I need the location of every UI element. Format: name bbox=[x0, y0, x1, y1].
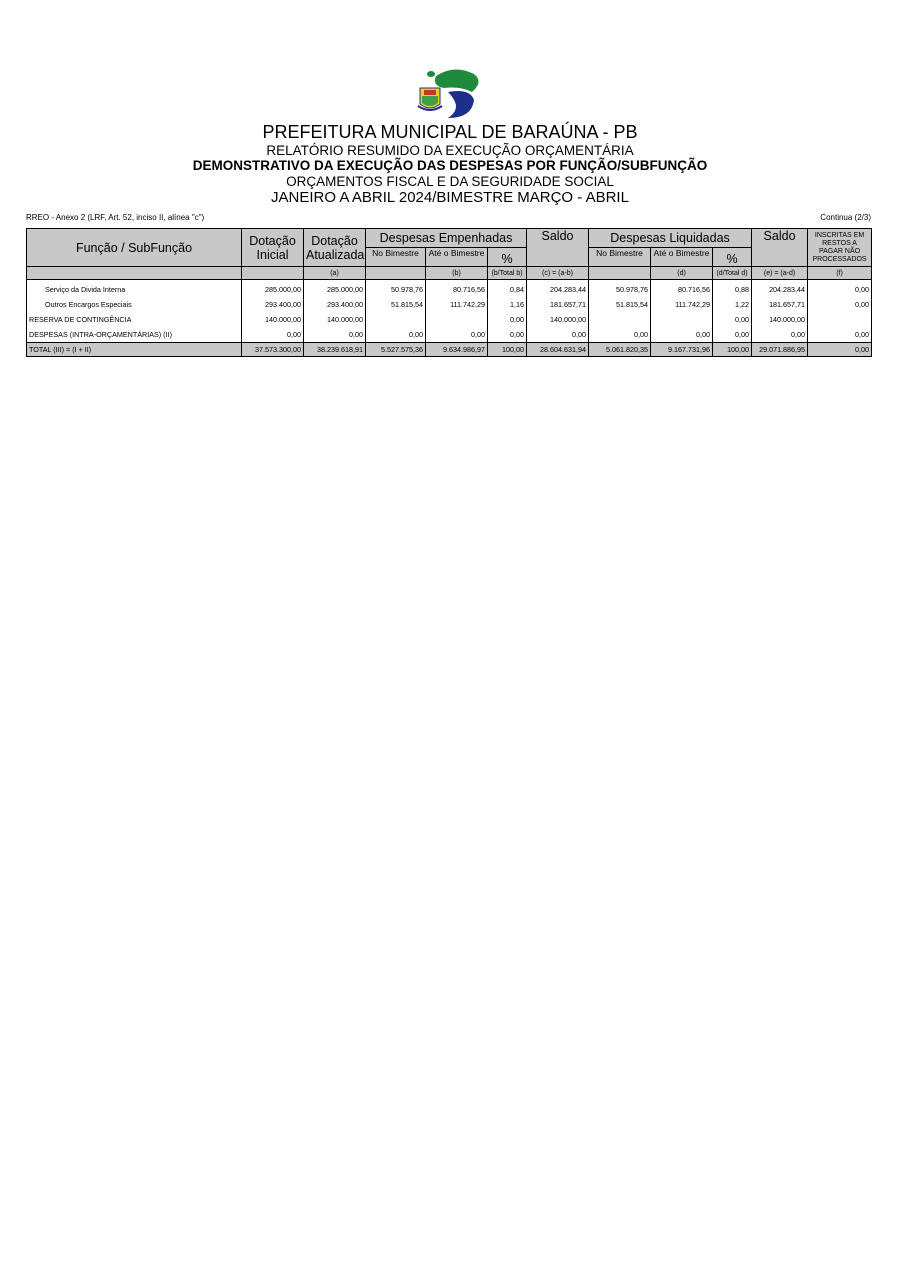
row-label: DESPESAS (INTRA-ORÇAMENTÁRIAS) (II) bbox=[27, 327, 242, 343]
cell-value: 0,00 bbox=[713, 312, 752, 327]
cell-value: 28.604.631,94 bbox=[527, 343, 589, 357]
cell-value: 0,00 bbox=[242, 327, 304, 343]
cell-value: 0,84 bbox=[488, 280, 527, 298]
cell-value: 0,00 bbox=[808, 343, 872, 357]
row-label: Outros Encargos Especiais bbox=[27, 297, 242, 312]
cell-value: 293.400,00 bbox=[242, 297, 304, 312]
col-dotacao-atualizada: Dotação Atualizada bbox=[304, 229, 366, 267]
cell-value: 285.000,00 bbox=[304, 280, 366, 298]
cell-value: 111.742,29 bbox=[426, 297, 488, 312]
page-title: PREFEITURA MUNICIPAL DE BARAÚNA - PB bbox=[262, 122, 638, 142]
col-no-bimestre-1: No Bimestre bbox=[366, 248, 426, 267]
cell-value: 181.657,71 bbox=[752, 297, 808, 312]
cell-value: 0,88 bbox=[713, 280, 752, 298]
lbl-c: (c) = (a-b) bbox=[527, 267, 589, 280]
lbl-b: (b) bbox=[426, 267, 488, 280]
cell-value: 9.167.731,96 bbox=[651, 343, 713, 357]
cell-value: 0,00 bbox=[713, 327, 752, 343]
table-row bbox=[27, 297, 872, 312]
cell-value: 0,00 bbox=[651, 327, 713, 343]
cell-value bbox=[651, 312, 713, 327]
lbl-d: (d) bbox=[651, 267, 713, 280]
cell-value: 140.000,00 bbox=[304, 312, 366, 327]
cell-value: 5.527.575,36 bbox=[366, 343, 426, 357]
cell-value: 0,00 bbox=[304, 327, 366, 343]
col-pct-1: % bbox=[488, 248, 527, 267]
table-row bbox=[27, 280, 872, 298]
cell-value: 0,00 bbox=[808, 280, 872, 298]
report-name: RELATÓRIO RESUMIDO DA EXECUÇÃO ORÇAMENTÁRIA bbox=[266, 143, 634, 158]
col-pct-2: % bbox=[713, 248, 752, 267]
cell-value: 29.071.886,95 bbox=[752, 343, 808, 357]
cell-value: 204.283,44 bbox=[752, 280, 808, 298]
col-saldo-2: Saldo bbox=[752, 229, 808, 267]
cell-value: 140.000,00 bbox=[527, 312, 589, 327]
cell-value: 51.815,54 bbox=[589, 297, 651, 312]
expense-table bbox=[26, 228, 872, 357]
cell-value: 38.239.618,91 bbox=[304, 343, 366, 357]
lbl-empty bbox=[27, 267, 242, 280]
cell-value: 1,16 bbox=[488, 297, 527, 312]
cell-value bbox=[426, 312, 488, 327]
cell-value: 293.400,00 bbox=[304, 297, 366, 312]
lbl-f: (f) bbox=[808, 267, 872, 280]
col-despesas-empenhadas: Despesas Empenhadas bbox=[366, 229, 527, 248]
cell-value: 0,00 bbox=[488, 312, 527, 327]
annex-reference: RREO - Anexo 2 (LRF, Art. 52, inciso II, alínea "c") bbox=[26, 213, 205, 222]
table-row bbox=[27, 327, 872, 343]
lbl-btotal: (b/Total b) bbox=[488, 267, 527, 280]
cell-value: 0,00 bbox=[752, 327, 808, 343]
report-subtitle: DEMONSTRATIVO DA EXECUÇÃO DAS DESPESAS POR FUNÇÃO/SUBFUNÇÃO bbox=[192, 158, 708, 173]
lbl-empty bbox=[589, 267, 651, 280]
budget-scope: ORÇAMENTOS FISCAL E DA SEGURIDADE SOCIAL bbox=[286, 174, 614, 189]
cell-value: 0,00 bbox=[426, 327, 488, 343]
cell-value bbox=[589, 312, 651, 327]
continuation-note: Continua (2/3) bbox=[820, 213, 871, 222]
cell-value: 0,00 bbox=[589, 327, 651, 343]
municipal-logo bbox=[414, 66, 484, 120]
cell-value: 140.000,00 bbox=[752, 312, 808, 327]
row-label: Serviço da Divida Interna bbox=[27, 280, 242, 298]
cell-value: 0,00 bbox=[808, 297, 872, 312]
cell-value: 111.742,29 bbox=[651, 297, 713, 312]
lbl-a: (a) bbox=[304, 267, 366, 280]
col-ate-bimestre-1: Até o Bimestre bbox=[426, 248, 488, 267]
cell-value: 51.815,54 bbox=[366, 297, 426, 312]
cell-value: 204.283,44 bbox=[527, 280, 589, 298]
cell-value: 9.634.986,97 bbox=[426, 343, 488, 357]
cell-value: 1,22 bbox=[713, 297, 752, 312]
cell-value: 50.978,76 bbox=[589, 280, 651, 298]
cell-value bbox=[366, 312, 426, 327]
cell-value: 50.978,76 bbox=[366, 280, 426, 298]
table-row bbox=[27, 312, 872, 327]
cell-value: 5.061.820,35 bbox=[589, 343, 651, 357]
lbl-empty bbox=[242, 267, 304, 280]
cell-value: 140.000,00 bbox=[242, 312, 304, 327]
cell-value: 181.657,71 bbox=[527, 297, 589, 312]
cell-value: 100,00 bbox=[713, 343, 752, 357]
cell-value: 0,00 bbox=[366, 327, 426, 343]
total-row bbox=[27, 343, 872, 357]
cell-value: 0,00 bbox=[527, 327, 589, 343]
report-period: JANEIRO A ABRIL 2024/BIMESTRE MARÇO - ABRIL bbox=[271, 189, 629, 206]
cell-value: 80.716,56 bbox=[651, 280, 713, 298]
col-inscritas-restos: INSCRITAS EM RESTOS A PAGAR NÃO PROCESSADOS bbox=[808, 229, 872, 267]
cell-value: 0,00 bbox=[808, 327, 872, 343]
row-label: TOTAL (III) = (I + II) bbox=[27, 343, 242, 357]
col-funcao: Função / SubFunção bbox=[27, 229, 242, 267]
cell-value: 0,00 bbox=[488, 327, 527, 343]
col-saldo-1: Saldo bbox=[527, 229, 589, 267]
col-dotacao-inicial: Dotação Inicial bbox=[242, 229, 304, 267]
cell-value bbox=[808, 312, 872, 327]
col-ate-bimestre-2: Até o Bimestre bbox=[651, 248, 713, 267]
lbl-e: (e) = (a-d) bbox=[752, 267, 808, 280]
cell-value: 100,00 bbox=[488, 343, 527, 357]
col-despesas-liquidadas: Despesas Liquidadas bbox=[589, 229, 752, 248]
cell-value: 80.716,56 bbox=[426, 280, 488, 298]
row-label: RESERVA DE CONTINGÊNCIA bbox=[27, 312, 242, 327]
cell-value: 37.573.300,00 bbox=[242, 343, 304, 357]
lbl-empty bbox=[366, 267, 426, 280]
col-no-bimestre-2: No Bimestre bbox=[589, 248, 651, 267]
cell-value: 285.000,00 bbox=[242, 280, 304, 298]
lbl-dtotal: (d/Total d) bbox=[713, 267, 752, 280]
